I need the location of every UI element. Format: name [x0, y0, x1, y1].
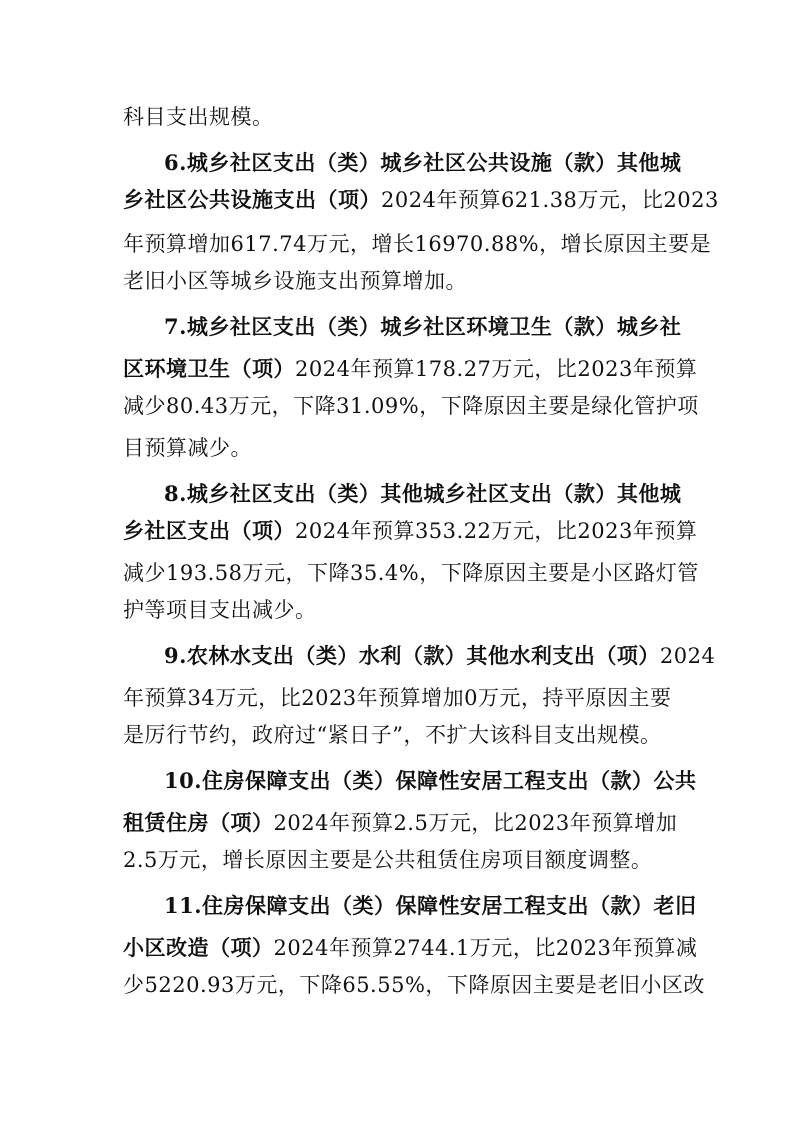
- item-10-heading: 10.住房保障支出（类）保障性安居工程支出（款）公共: [164, 768, 697, 793]
- text-line: 区环境卫生（项）2024年预算178.27万元，比2023年预算: [123, 356, 698, 381]
- item-6-heading: 6.城乡社区支出（类）城乡社区公共设施（款）其他城: [164, 150, 682, 175]
- text-line: 乡社区公共设施支出（项）2024年预算621.38万元，比2023: [123, 187, 719, 212]
- text-line: 小区改造（项）2024年预算2744.1万元，比2023年预算减: [123, 935, 698, 960]
- text-line: 租赁住房（项）2024年预算2.5万元，比2023年预算增加: [123, 810, 678, 835]
- text-line: 减少80.43万元，下降31.09%，下降原因主要是绿化管护项: [123, 394, 699, 418]
- text-line: 护等项目支出减少。: [123, 598, 317, 622]
- item-9-heading: 9.农林水支出（类）水利（款）其他水利支出（项）2024: [164, 643, 716, 668]
- text-line: 减少193.58万元，下降35.4%，下降原因主要是小区路灯管: [123, 561, 699, 585]
- text-line: 是厉行节约，政府过“紧日子”，不扩大该科目支出规模。: [123, 723, 662, 747]
- text-line: 目预算减少。: [123, 436, 252, 460]
- text-line: 少5220.93万元，下降65.55%，下降原因主要是老旧小区改: [123, 973, 705, 997]
- item-7-heading: 7.城乡社区支出（类）城乡社区环境卫生（款）城乡社: [164, 314, 682, 339]
- item-11-heading: 11.住房保障支出（类）保障性安居工程支出（款）老旧: [164, 893, 697, 918]
- text-line: 年预算34万元，比2023年预算增加0万元，持平原因主要: [123, 686, 672, 710]
- text-line: 科目支出规模。: [123, 105, 274, 129]
- text-line: 老旧小区等城乡设施支出预算增加。: [123, 269, 467, 293]
- text-line: 年预算增加617.74万元，增长16970.88%，增长原因主要是: [123, 232, 712, 256]
- text-line: 2.5万元，增长原因主要是公共租赁住房项目额度调整。: [123, 848, 653, 872]
- item-8-heading: 8.城乡社区支出（类）其他城乡社区支出（款）其他城: [164, 481, 682, 506]
- text-line: 乡社区支出（项）2024年预算353.22万元，比2023年预算: [123, 518, 698, 543]
